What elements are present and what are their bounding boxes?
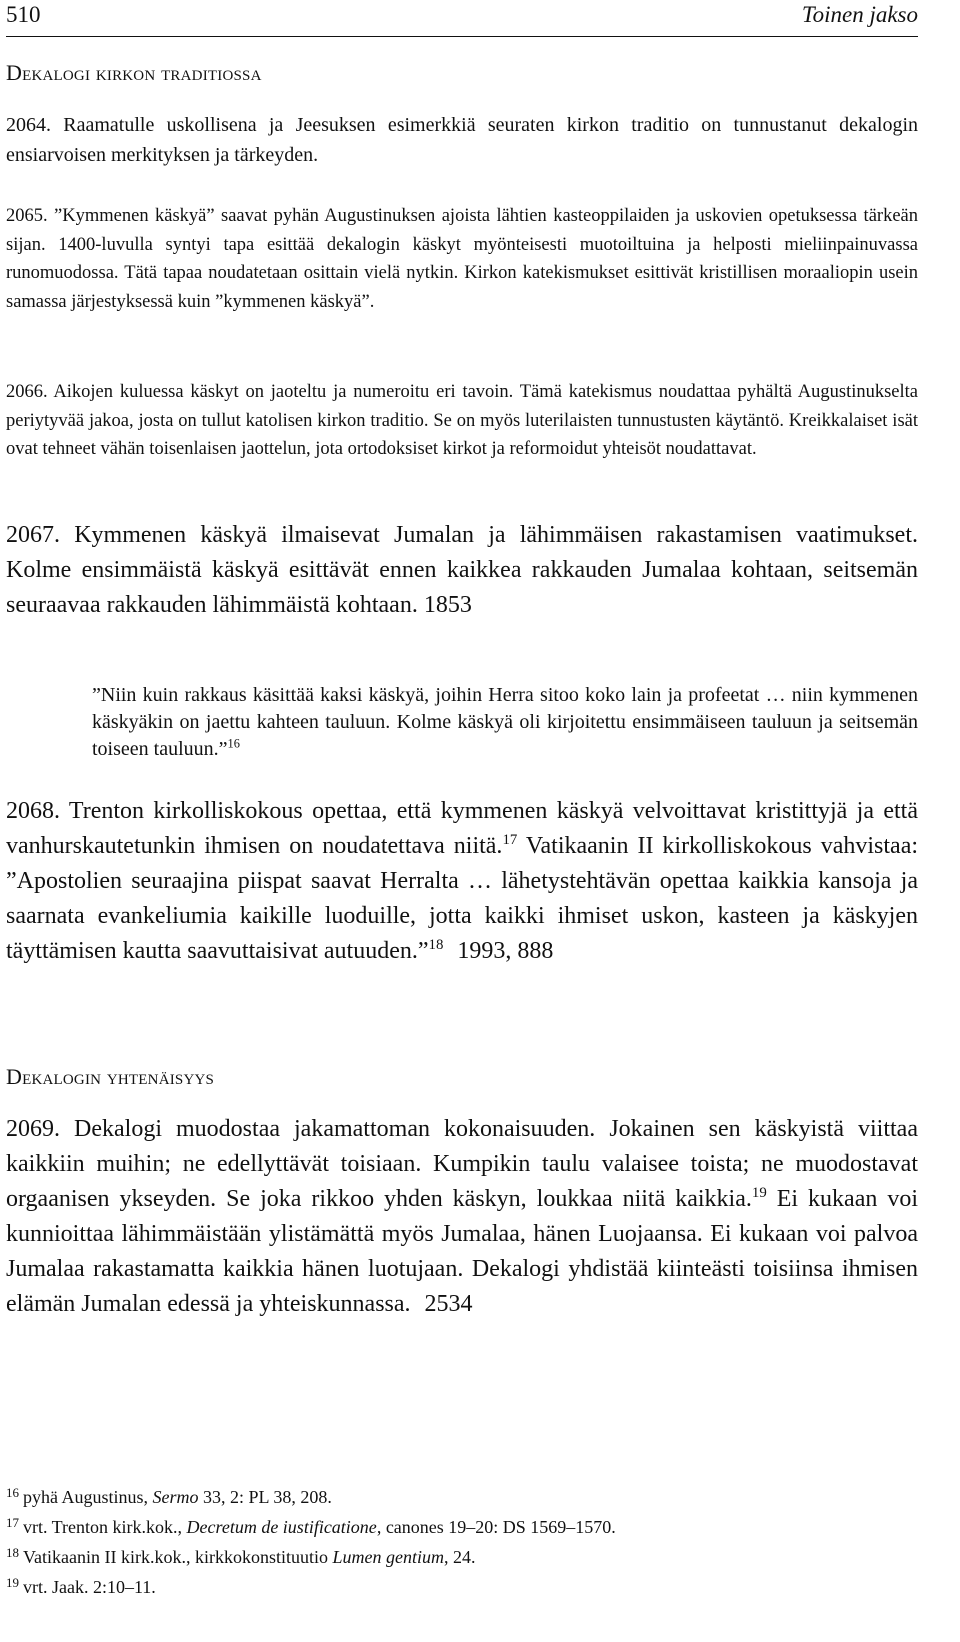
footnote-marker: 16 (227, 736, 240, 751)
page-header (6, 2, 918, 36)
footnote-text: pyhä Augustinus, (23, 1487, 153, 1507)
footnote (6, 1480, 918, 1510)
running-title: Toinen jakso (801, 2, 918, 27)
section-heading-unity: Dekalogin yhtenäisyys (6, 1064, 215, 1089)
paragraph-2064: 2064. Raamatulle uskollisena ja Jeesuksen esimerkkiä seuraten kirkon traditio on tunnustanut dekalogin ensiarvoisen merkityksen ja tärkeyden. (6, 114, 918, 166)
paragraph-2065: 2065. ”Kymmenen käskyä” saavat pyhän Augustinuksen ajoista lähtien kasteoppilaiden ja uskovien opetuksessa tärkeän sijan. 1400-luvulla syntyi tapa esittää dekalogin käskyt myönteisesti muotoiltuina ja helposti mieliinpainuvassa runomuodossa. Tätä tapaa noudatetaan osittain vielä nytkin. Kirkon katekismukset esittivät kristillisen moraaliopin usein samassa järjestyksessä kuin ”kymmenen käskyä”. (6, 206, 918, 312)
footnote-text: vrt. Trenton kirk.kok., (23, 1517, 187, 1537)
footnote-title: Lumen gentium (332, 1547, 444, 1567)
footnote (6, 1540, 918, 1570)
footnote-marker: 17 (502, 831, 518, 848)
page-number: 510 (6, 2, 41, 27)
cross-reference: 1993, 888 (457, 938, 554, 964)
paragraph-2068 (6, 794, 918, 969)
footnote-mark: 18 (6, 1545, 19, 1560)
paragraph-2068-text-b: Vatikaanin II kirkolliskokous vahvistaa: ”Apostolien seuraajina piispat saavat Herralta … lähetystehtävän opettaa kaikkia kansoja ja saarnata evankeliumia kaikille luoduille, jotta kaikki ihmiset uskon, kasteen ja käskyjen täyttämisen kautta saavuttaisivat autuuden.” (6, 833, 919, 964)
footnote-mark: 19 (6, 1575, 19, 1590)
footnote (6, 1570, 918, 1600)
footnote (6, 1510, 918, 1540)
paragraph-2069-text-a: 2069. Dekalogi muodostaa jakamattoman kokonaisuuden. Jokainen sen käskyistä viittaa kaikkiin muihin; ne edellyttävät toisiaan. Kumpikin taulu valaisee toista; ne muodostavat orgaanisen ykseyden. Se joka rikkoo yhden käskyn, loukkaa niitä kaikkia. (6, 1116, 918, 1212)
paragraph-2068-text-a: 2068. Trenton kirkolliskokous opettaa, että kymmenen käskyä velvoittavat kristittyjä ja että vanhurskautetunkin ihmisen on noudatettava niitä. (6, 798, 918, 859)
header-rule (6, 36, 918, 37)
footnotes (6, 1480, 918, 1600)
paragraph-2069-text-b: Ei kukaan voi kunnioittaa lähimmäistään ylistämättä myös Jumalaa, hänen Luojaansa. Ei kukaan voi palvoa Jumalaa rakastamatta kaikkia hänen luotujaan. Dekalogi yhdistää kiinteästi toisiinsa ihmisen elämän Jumalan edessä ja yhteiskunnassa. (6, 1186, 918, 1317)
footnote-title: Decretum de iustificatione (186, 1517, 377, 1537)
paragraph-2069 (6, 1112, 918, 1322)
section-heading-tradition: Dekalogi kirkon traditiossa (6, 60, 262, 85)
footnote-marker: 18 (428, 936, 444, 953)
footnote-text: vrt. Jaak. 2:10–11. (23, 1577, 156, 1597)
footnote-text: Vatikaanin II kirk.kok., kirkkokonstituutio (23, 1547, 333, 1567)
quote-text: ”Niin kuin rakkaus käsittää kaksi käskyä, joihin Herra sitoo koko lain ja profeetat … niin kymmenen käskyäkin on jaettu kahteen tauluun. Kolme käskyä oli kirjoitettu ensimmäiseen tauluun ja seitsemän toiseen tauluun.” (92, 684, 918, 760)
quote-block (92, 682, 918, 763)
footnote-mark: 16 (6, 1485, 19, 1500)
footnote-text: , 24. (443, 1547, 476, 1567)
paragraph-2067-text: 2067. Kymmenen käskyä ilmaisevat Jumalan ja lähimmäisen rakastamisen vaatimukset. Kolme ensimmäistä käskyä esittävät ennen kaikkea rakkauden Jumalaa kohtaan, seitsemän seuraavaa rakkauden lähimmäistä kohtaan. (6, 522, 918, 618)
cross-reference: 1853 (423, 592, 472, 618)
footnote-text: , canones 19–20: DS 1569–1570. (376, 1517, 616, 1537)
footnote-title: Sermo (152, 1487, 199, 1507)
footnote-marker: 19 (751, 1184, 767, 1201)
paragraph-2066: 2066. Aikojen kuluessa käskyt on jaoteltu ja numeroitu eri tavoin. Tämä katekismus noudattaa pyhältä Augustinukselta periytyvää jakoa, josta on tullut katolisen kirkon traditio. Se on myös luterilaisten tunnustusten käytäntö. Kreikkalaiset isät ovat tehneet vähän toisenlaisen jaottelun, jota ortodoksiset kirkot ja reformoidut yhteisöt noudattavat. (6, 382, 918, 459)
footnote-mark: 17 (6, 1515, 19, 1530)
paragraph-2067 (6, 518, 918, 623)
footnote-text: 33, 2: PL 38, 208. (198, 1487, 332, 1507)
cross-reference: 2534 (424, 1291, 473, 1317)
